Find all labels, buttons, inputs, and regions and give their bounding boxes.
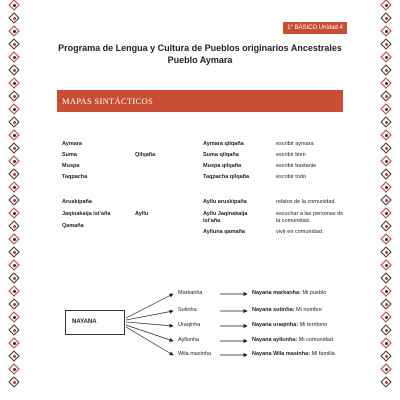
result-item [252,337,333,344]
result-phrase: Nayana uraqinha: [252,322,299,328]
table2-subject: Aruskipaña [62,199,92,205]
result-item [252,307,322,314]
border-motif [381,325,391,337]
border-motif [381,260,391,272]
table2-translation: relatos de la comunidad. [276,199,336,205]
syntactic-table-1 [62,141,352,191]
border-motif [9,247,19,259]
border-motif [381,234,391,246]
result-meaning: Mi territorio [299,322,328,328]
border-motif [381,143,391,155]
right-decorative-border [380,0,392,400]
page-title [40,42,360,66]
border-motif [9,325,19,337]
result-meaning: Mi familia [311,351,335,357]
border-motif [9,312,19,324]
border-motif [9,39,19,51]
border-motif [381,26,391,38]
table1-subject: Suma [62,152,77,158]
border-motif [9,130,19,142]
border-motif [381,156,391,168]
border-motif [381,364,391,376]
section-banner: MAPAS SINTÁCTICOS [57,90,343,112]
title-line-1: Programa de Lengua y Cultura de Pueblos originarios Ancestrales [58,43,342,53]
result-item [252,351,335,358]
border-motif [9,156,19,168]
border-motif [9,0,19,12]
result-item [252,290,326,297]
border-motif [9,78,19,90]
table1-subject: Taqpacha [62,174,88,180]
border-motif [381,52,391,64]
table2-translation: escuchar a las personas de la comunidad. [276,211,344,224]
border-motif [381,65,391,77]
border-motif [9,299,19,311]
table1-translation: escribir todo [276,174,306,180]
border-motif [381,0,391,12]
table1-subject: Aymara [62,141,82,147]
border-motif [9,338,19,350]
border-motif [381,351,391,363]
branch-label: Markanha [178,290,203,296]
border-motif [9,273,19,285]
result-item [252,322,327,329]
border-motif [381,247,391,259]
branch-line [126,311,173,320]
border-motif [9,169,19,181]
border-motif [381,78,391,90]
table2-subject: Jaqinakaija ist'aña [62,211,111,217]
border-motif [9,208,19,220]
border-motif [9,351,19,363]
syntactic-table-2 [62,199,352,244]
branch-label: Uraqinha [178,322,201,328]
diagram-root-node: NAYANA [65,310,125,335]
grade-unit-badge: 1° BÁSICO Unidad 4 [283,22,347,34]
border-motif [9,26,19,38]
border-motif [381,130,391,142]
result-meaning: Mi comunidad [298,337,334,343]
branch-line [126,322,173,326]
table1-verb: Qilqaña [135,152,156,158]
border-motif [381,221,391,233]
table1-translation: escribir bastante [276,163,317,169]
border-motif [381,117,391,129]
table2-combined: Ayllu Jaqinakaija ist'aña [203,211,248,224]
border-motif [381,91,391,103]
title-line-2: Pueblo Aymara [167,55,233,65]
border-motif [9,91,19,103]
nayana-syntactic-map [60,282,360,364]
border-motif [9,104,19,116]
table2-combined: Ayllu aruskipaña [203,199,247,205]
left-decorative-border [8,0,20,400]
border-motif [381,338,391,350]
table2-combined: Aylluna qamaña [203,229,245,235]
border-motif [381,195,391,207]
table1-translation: escribir bien [276,152,306,158]
branch-line [126,325,173,341]
table1-translation: escribir aymara [276,141,314,147]
branch-label: Ayllunha [178,337,199,343]
border-motif [9,221,19,233]
border-motif [9,13,19,25]
border-motif [9,234,19,246]
border-motif [381,273,391,285]
border-motif [381,377,391,389]
border-motif [9,117,19,129]
border-motif [381,39,391,51]
border-motif [381,299,391,311]
branch-line [126,327,173,355]
result-phrase: Nayana markanha: [252,290,301,296]
table1-combined: Muspa qilqaña [203,163,242,169]
result-phrase: Nayana ayllunha: [252,337,298,343]
border-motif [381,104,391,116]
border-motif [9,65,19,77]
border-motif [9,364,19,376]
table2-verb: Ayllu [135,211,149,217]
border-motif [9,286,19,298]
border-motif [9,182,19,194]
border-motif [381,312,391,324]
branch-label: Sutinha [178,307,197,313]
border-motif [9,195,19,207]
result-meaning: Mi pueblo [302,290,327,296]
border-motif [381,286,391,298]
border-motif [9,377,19,389]
table2-translation: vivir en comunidad. [276,229,324,235]
table2-subject: Qamaña [62,223,84,229]
border-motif [381,169,391,181]
border-motif [9,52,19,64]
border-motif [9,260,19,272]
branch-line [126,294,173,318]
result-phrase: Nayana sutinha: [252,307,295,313]
border-motif [9,143,19,155]
table1-combined: Taqpacha qilqaña [203,174,250,180]
result-meaning: Mi nombre [296,307,322,313]
border-motif [381,13,391,25]
table1-combined: Aymara qilqaña [203,141,244,147]
branch-label: Wila masinha [178,351,212,357]
table1-combined: Suma qilqaña [203,152,239,158]
border-motif [381,182,391,194]
result-phrase: Nayana Wila masinha: [252,351,311,357]
border-motif [381,208,391,220]
table1-subject: Muspa [62,163,80,169]
